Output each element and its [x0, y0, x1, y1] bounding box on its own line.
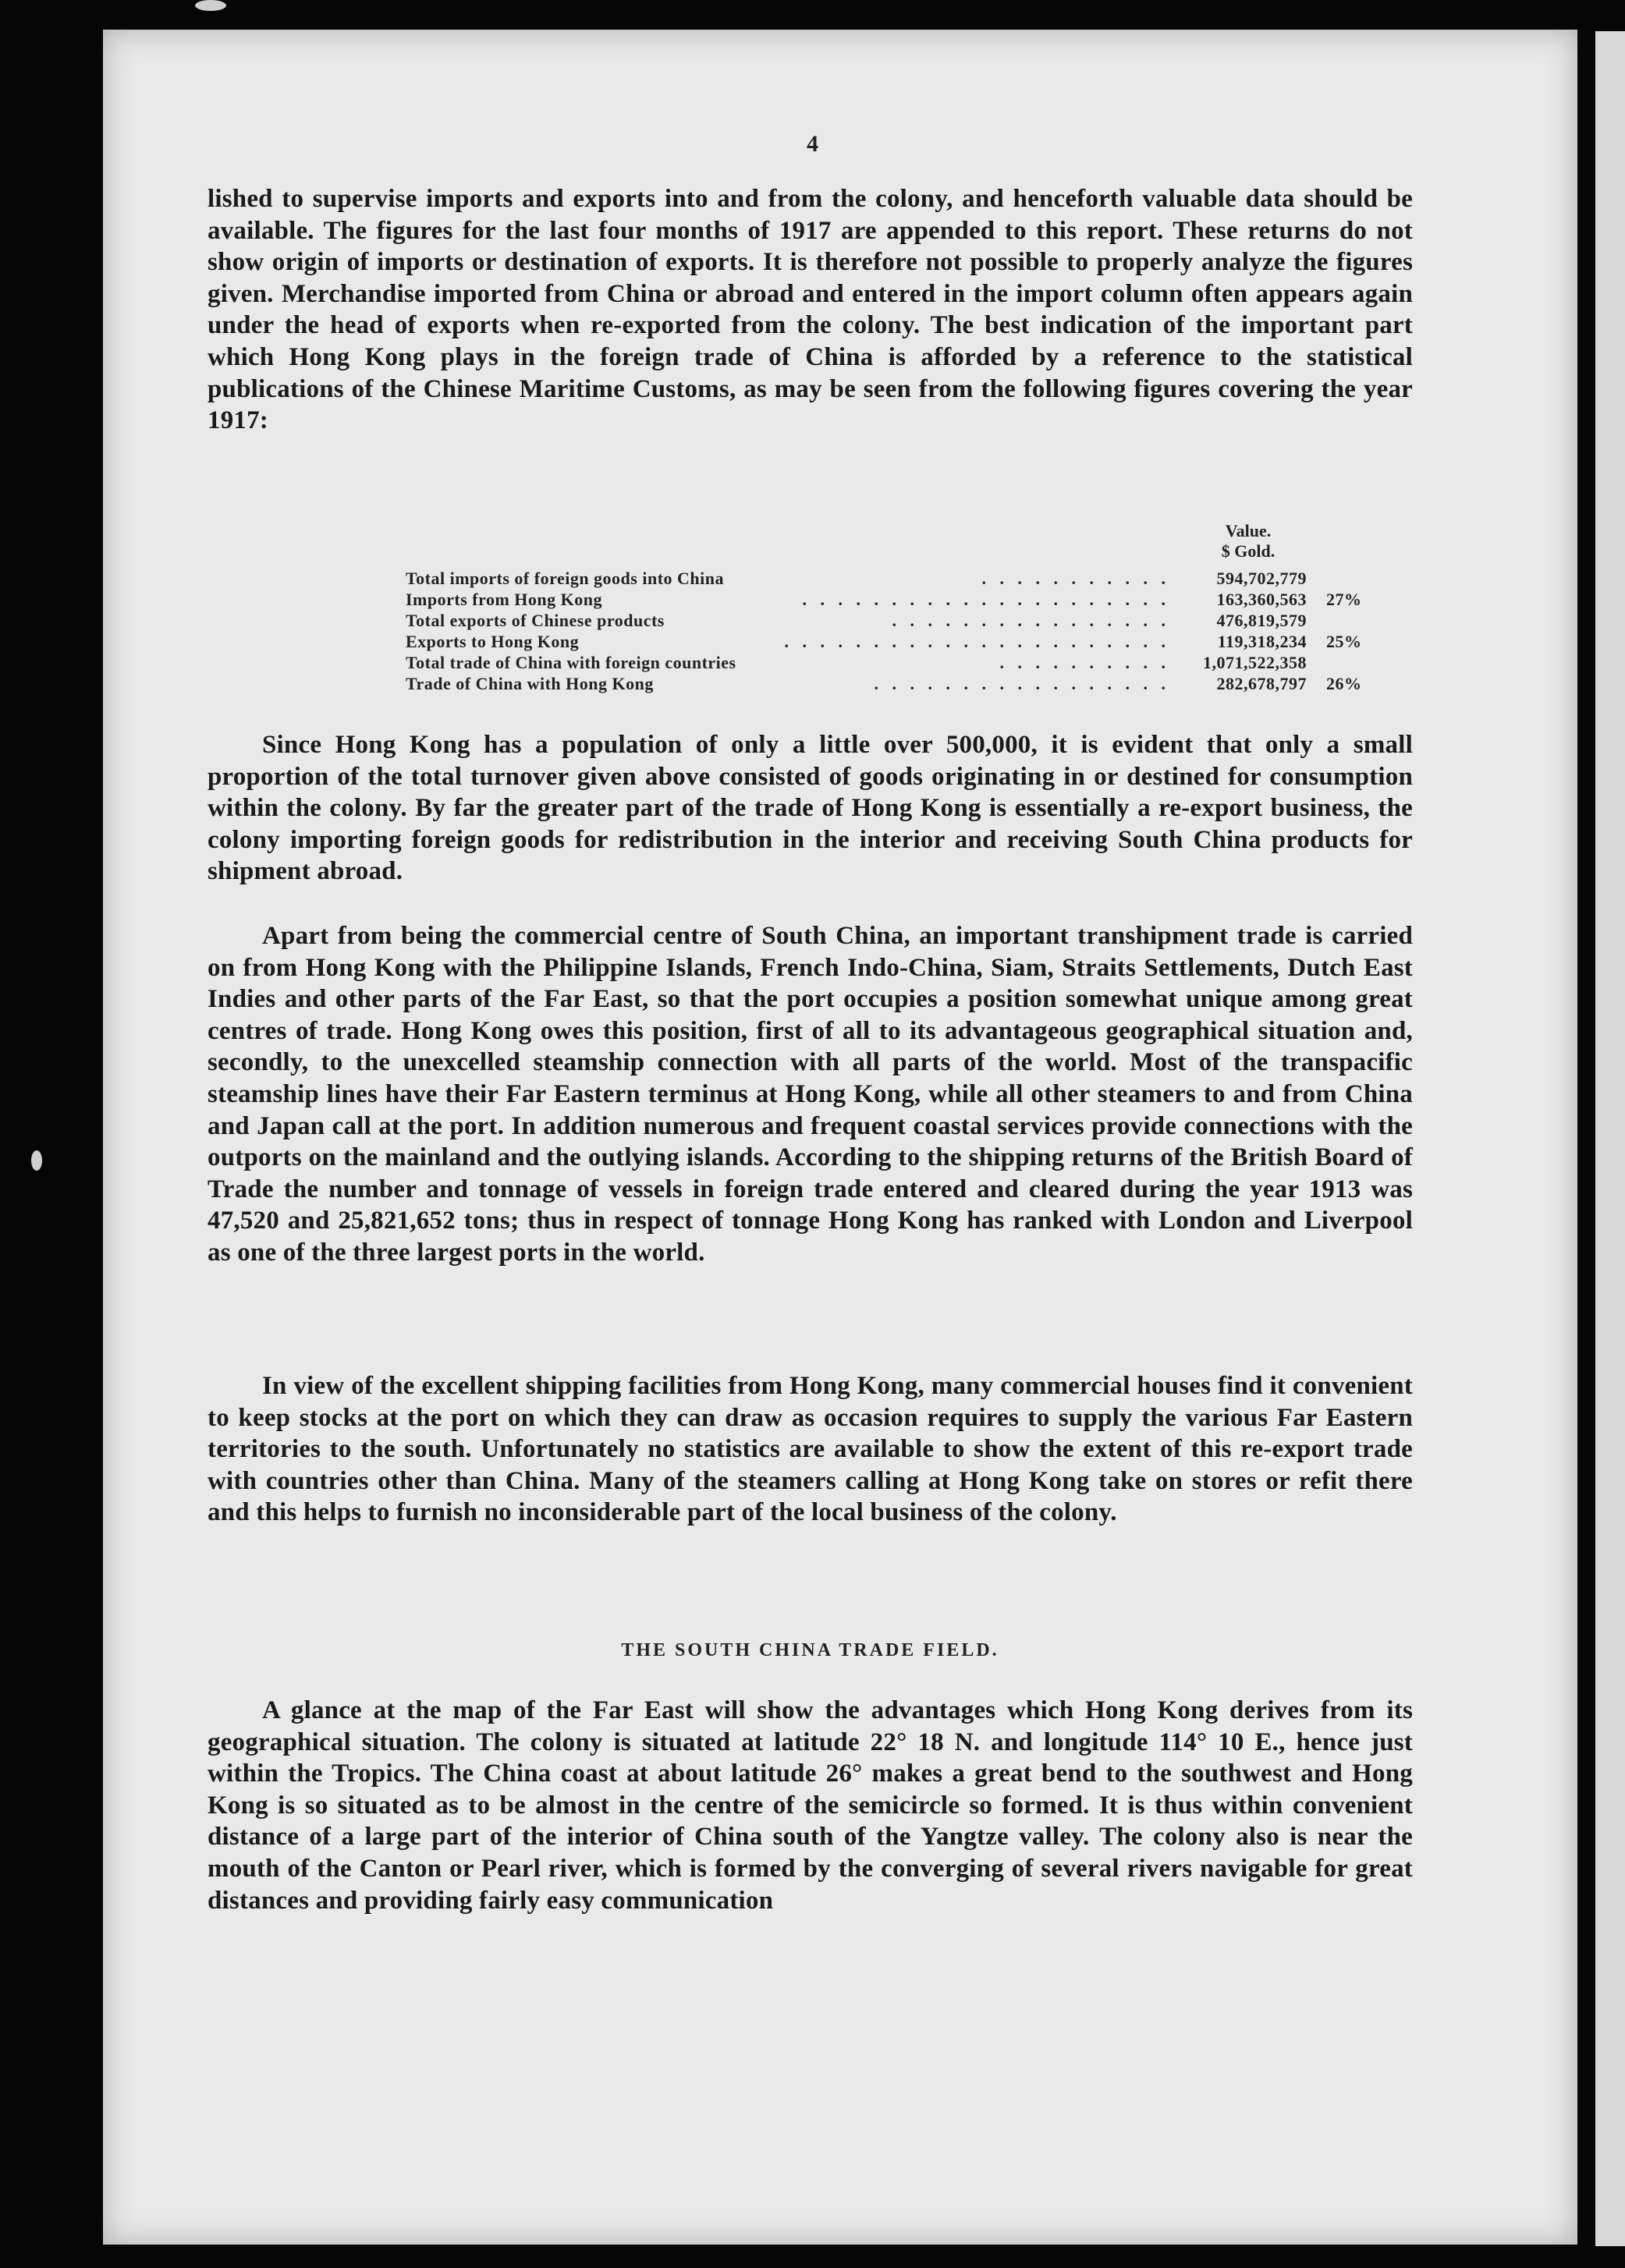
leader-dots: . . . . . . . . . . . . . . . . [892, 611, 1170, 630]
table-row [406, 654, 1373, 672]
row-value: 119,318,234 [1217, 632, 1307, 651]
row-value: 476,819,579 [1216, 611, 1307, 630]
paragraph-1-text: lished to supervise imports and exports into and from the colony, and henceforth valuable data should be available. The figures for the last four months of 1917 are appended to this report. These returns do not show origin of imports or destination of exports. It is therefore not possible to properly analyze the figures given. Merchandise imported from China or abroad and entered in the import column often appears again under the head of exports when re-exported from the colony. The best indication of the important part which Hong Kong plays in the foreign trade of China is afforded by a reference to the statistical publications of the Chinese Maritime Customs, as may be seen from the following figures covering the year 1917: [208, 185, 1413, 435]
scan-artifact [195, 0, 226, 11]
row-label: Trade of China with Hong Kong [406, 674, 654, 693]
leader-dots: . . . . . . . . . . . [981, 569, 1170, 588]
paragraph-1 [208, 183, 1413, 437]
paragraph-5 [208, 1695, 1413, 1916]
row-value: 1,071,522,358 [1203, 653, 1307, 672]
paragraph-3 [208, 920, 1413, 1269]
row-label: Imports from Hong Kong [406, 590, 602, 609]
value-column-header: Value. [1225, 521, 1272, 540]
row-percent: 25% [1326, 632, 1362, 651]
paragraph-2-text: Since Hong Kong has a population of only a little over 500,000, it is evident that only a small proportion of the total turnover given above consisted of goods originating in or destined for consumption within the colony. By far the greater part of the trade of Hong Kong is essentially a re-export business, the colony importing foreign goods for redistribution in the interior and receiving South China products for shipment abroad. [208, 731, 1413, 886]
row-label: Exports to Hong Kong [406, 632, 580, 651]
table-row [406, 633, 1373, 651]
scan-artifact [31, 1150, 42, 1171]
row-value: 163,360,563 [1216, 590, 1307, 609]
table-row [406, 611, 1373, 630]
paragraph-4 [208, 1370, 1413, 1529]
leader-dots: . . . . . . . . . . [999, 653, 1170, 672]
row-label: Total trade of China with foreign countries [406, 653, 736, 672]
row-value: 282,678,797 [1216, 674, 1307, 693]
row-percent: 27% [1326, 590, 1362, 609]
table-row [406, 675, 1373, 693]
paragraph-5-text: A glance at the map of the Far East will show the advantages which Hong Kong derives from its geographical situation. The colony is situated at latitude 22° 18 N. and longitude 114° 10 E., hence just within the Tropics. The China coast at about latitude 26° makes a great bend to the southwest and Hong Kong is so situated as to be almost in the centre of the semicircle so formed. It is thus within convenient distance of a large part of the interior of China south of the Yangtze valley. The colony also is near the mouth of the Canton or Pearl river, which is formed by the converging of several rivers navigable for great distances and providing fairly easy communication [208, 1696, 1413, 1915]
table-row [406, 590, 1373, 609]
row-value: 594,702,779 [1216, 569, 1307, 588]
leader-dots: . . . . . . . . . . . . . . . . . . . . . [802, 590, 1170, 609]
row-label: Total imports of foreign goods into China [406, 569, 724, 588]
paragraph-4-text: In view of the excellent shipping facilities from Hong Kong, many commercial houses find it convenient to keep stocks at the port on which they can draw as occasion requires to supply the various Far Eastern territories to the south. Unfortunately no statistics are available to show the extent of this re-export trade with countries other than China. Many of the steamers calling at Hong Kong take on stores or refit there and this helps to furnish no inconsiderable part of the local business of the colony. [208, 1372, 1413, 1527]
row-label: Total exports of Chinese products [406, 611, 665, 630]
leader-dots: . . . . . . . . . . . . . . . . . [874, 674, 1170, 693]
paragraph-2 [208, 729, 1413, 888]
leader-dots: . . . . . . . . . . . . . . . . . . . . . . [784, 632, 1170, 651]
adjacent-page-edge [1595, 31, 1625, 2246]
section-heading: THE SOUTH CHINA TRADE FIELD. [621, 1640, 999, 1660]
paragraph-3-text: Apart from being the commercial centre of South China, an important transhipment trade is carried on from Hong Kong with the Philippine Islands, French Indo-China, Siam, Straits Settlements, Dutch East Indies and other parts of the Far East, so that the port occupies a position somewhat unique among great centres of trade. Hong Kong owes this position, first of all to its advantageous geographical situation and, secondly, to the unexcelled steamship connection with all parts of the world. Most of the transpacific steamship lines have their Far Eastern terminus at Hong Kong, while all other steamers to and from China and Japan call at the port. In addition numerous and frequent coastal services provide connections with the outports on the mainland and the outlying islands. According to the shipping returns of the British Board of Trade the number and tonnage of vessels in foreign trade entered and cleared during the year 1913 was 47,520 and 25,821,652 tons; thus in respect of tonnage Hong Kong has ranked with London and Liverpool as one of the three largest ports in the world. [208, 922, 1413, 1267]
table-row [406, 569, 1373, 588]
currency-column-header: $ Gold. [1221, 541, 1276, 561]
page-number: 4 [807, 131, 818, 157]
row-percent: 26% [1326, 674, 1362, 693]
